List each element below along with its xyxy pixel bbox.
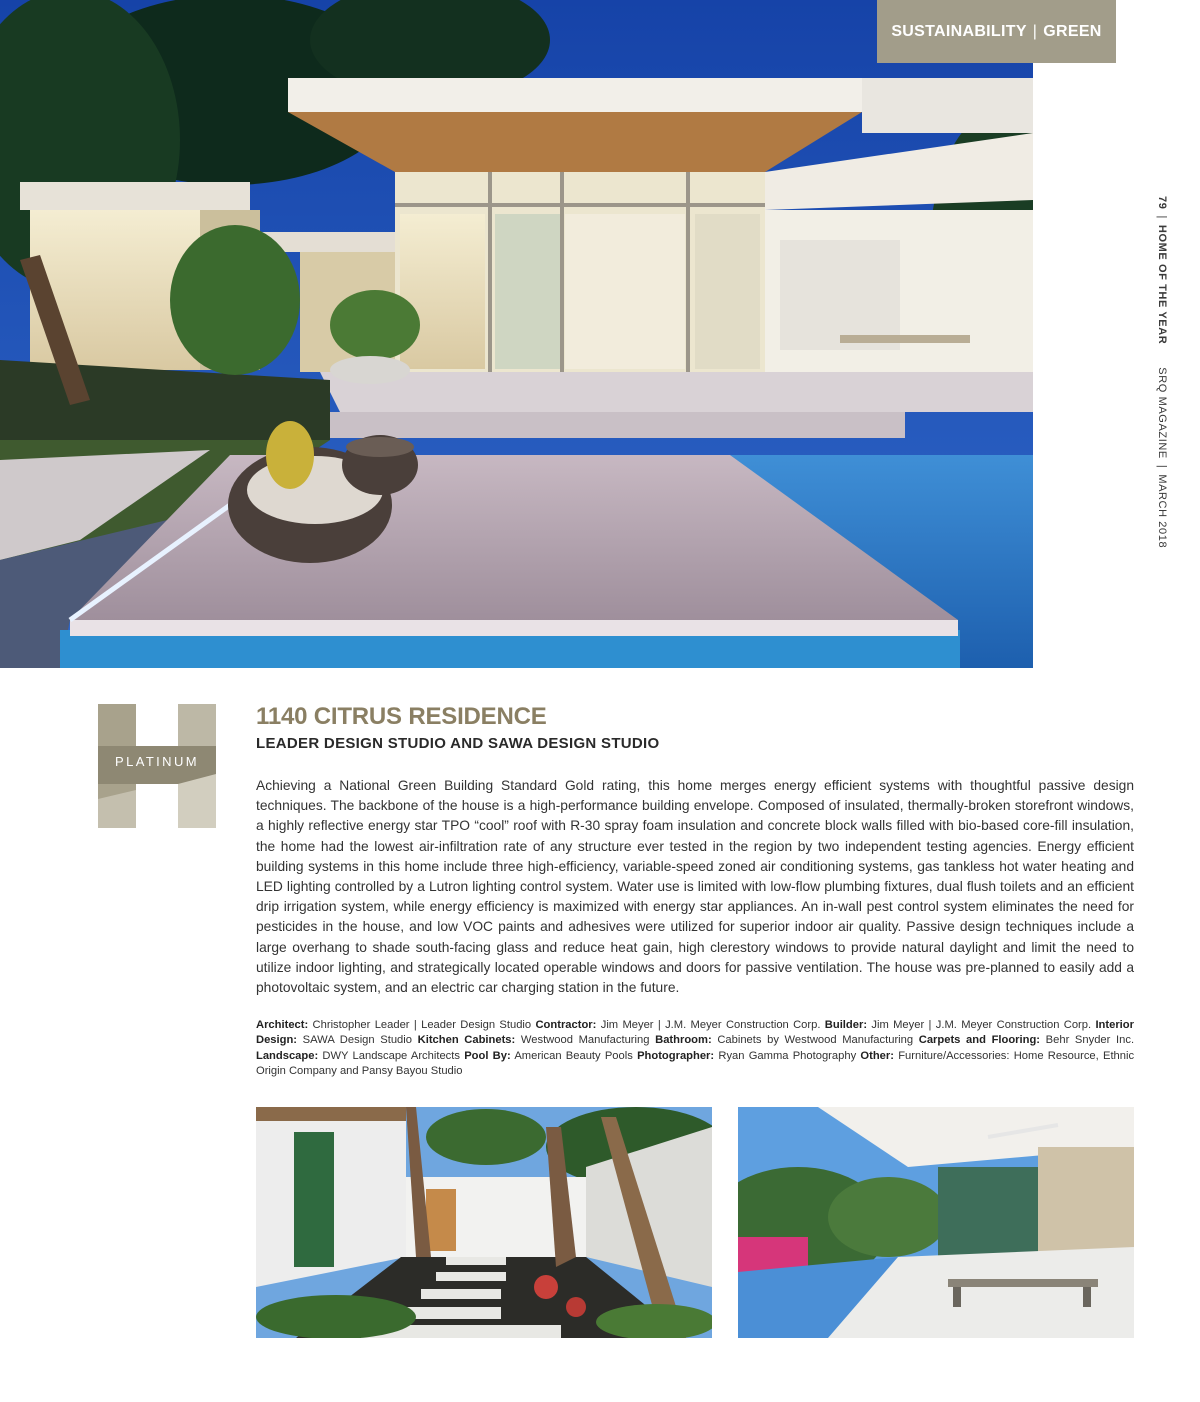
credit-value: Cabinets by Westwood Manufacturing [717, 1034, 914, 1047]
article-title: 1140 CITRUS RESIDENCE [256, 703, 547, 730]
section-separator: | [1032, 22, 1038, 40]
subsection-label: GREEN [1043, 22, 1102, 40]
credit-value: Furniture/Accessories: Home Resource, Ethnic Origin Company and Pansy Bayou Studio [256, 1049, 1135, 1078]
credit-value: Behr Snyder Inc. [1045, 1034, 1135, 1047]
credit-label: Interior Design: [256, 1019, 1134, 1047]
credit-value: Christopher Leader | Leader Design Studio [312, 1019, 532, 1031]
credit-label: Pool By: [464, 1049, 511, 1062]
credit-value: Ryan Gamma Photography [718, 1049, 857, 1062]
credit-label: Builder: [824, 1019, 868, 1031]
credit-value: Jim Meyer | J.M. Meyer Construction Corp. [600, 1019, 821, 1031]
platinum-badge [98, 704, 216, 828]
credit-label: Kitchen Cabinets: [417, 1034, 516, 1047]
credit-value: Jim Meyer | J.M. Meyer Construction Corp. [871, 1019, 1092, 1031]
courtyard-photo [256, 1107, 712, 1338]
credit-label: Bathroom: [655, 1034, 712, 1047]
credit-value: Westwood Manufacturing [520, 1034, 650, 1047]
section-label: SUSTAINABILITY [891, 22, 1027, 40]
credit-label: Contractor: [535, 1019, 597, 1031]
publication-name: SRQ MAGAZINE [1156, 367, 1168, 459]
credit-label: Architect: [256, 1019, 309, 1031]
credit-value: SAWA Design Studio [302, 1034, 412, 1047]
credit-label: Other: [860, 1049, 894, 1062]
issue-date: MARCH 2018 [1156, 474, 1168, 549]
page-folio: 79|HOME OF THE YEAR SRQ MAGAZINE|MARCH 2018 [1156, 196, 1168, 549]
courtyard-photo-illustration [256, 1107, 712, 1338]
article-subtitle: LEADER DESIGN STUDIO AND SAWA DESIGN STUDIO [256, 735, 660, 752]
running-title: HOME OF THE YEAR [1156, 224, 1168, 345]
credit-value: American Beauty Pools [514, 1049, 633, 1062]
pool-terrace-photo-illustration [738, 1107, 1134, 1338]
credit-label: Landscape: [256, 1049, 319, 1062]
page-number: 79 [1156, 196, 1168, 210]
hero-photo [0, 0, 1033, 668]
credit-value: DWY Landscape Architects [322, 1049, 460, 1062]
credits-block [256, 1018, 1134, 1080]
pool-terrace-photo [738, 1107, 1134, 1338]
credit-label: Photographer: [637, 1049, 715, 1062]
credit-label: Carpets and Flooring: [918, 1034, 1041, 1047]
badge-label: PLATINUM [115, 754, 199, 769]
article-body: Achieving a National Green Building Standard Gold rating, this home merges energy efficient systems with thoughtful passive design techniques. The backbone of the house is a high-performance building envelope. Composed of insulated, thermally-broken storefront windows, a highly reflective energy star TPO “cool” roof with R-30 spray foam insulation and concrete block walls filled with bio-based core-fill insulation, the home had the lowest air-infiltration rate of any structure ever tested in the region by two independent testing agencies. Energy efficient building systems in this home include three high-efficiency, variable-speed zoned air conditioning systems, gas tankless hot water heating and LED lighting controlled by a Lutron lighting control system. Water use is limited with low-flow plumbing fixtures, dual flush toilets and an efficient drip irrigation system, while energy efficiency is maximized with energy star appliances. An in-wall pest control system eliminates the need for pesticides in the house, and low VOC paints and adhesives were utilized for superior indoor air quality. Passive design techniques include a large overhang to shade south-facing glass and reduce heat gain, high clerestory windows to provide natural daylight and limit the need to utilize indoor lighting, and strategically located operable windows and doors for passive ventilation. The house was pre-planned to easily add a photovoltaic system, and an electric car charging station in the future. [256, 778, 1134, 996]
hero-photo-illustration [0, 0, 1033, 668]
section-tab [877, 0, 1116, 63]
